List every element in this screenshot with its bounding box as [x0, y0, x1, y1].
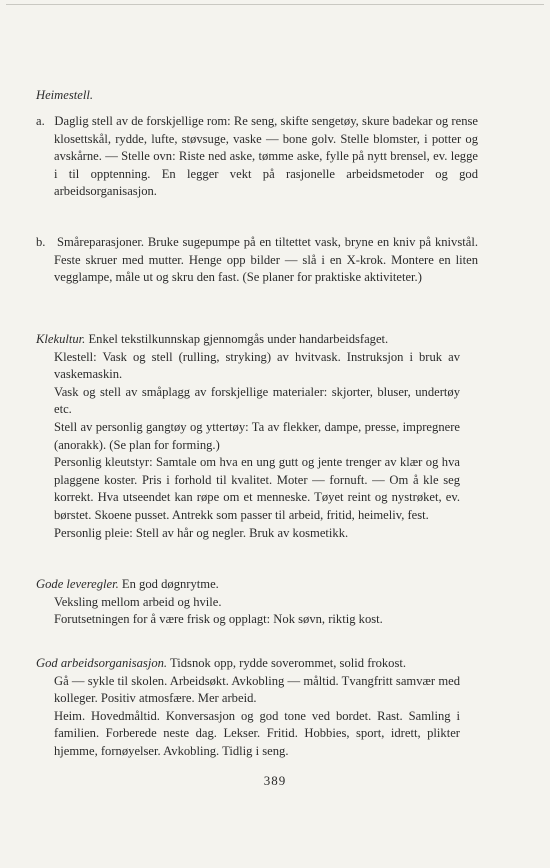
paragraph-a-marker: a. [36, 114, 45, 128]
arbeidsorg-line: Heim. Hovedmåltid. Konversasjon og god tone ved bordet. Rast. Samling i familien. Forberede neste dag. Lekser. Fritid. Hobbies, sport, idrett, plikter hjemme, fornøyelser. Avkobling. Tidlig i seng. [54, 708, 460, 758]
gode-vaner-intro: En god døgnrytme. [121, 577, 219, 591]
gode-vaner-line: Forutsetningen for å være frisk og opplagt: Nok søvn, riktig kost. [54, 612, 383, 627]
arbeidsorg-intro: Tidsnok opp, rydde soverommet, solid frokost. [170, 656, 407, 670]
arbeidsorg-line: Gå — sykle til skolen. Arbeidsøkt. Avkobling — måltid. Tvangfritt samvær med kolleger. Positiv atmosfære. Mer arbeid. [54, 673, 460, 706]
arbeidsorg-section [36, 655, 460, 761]
paragraph-a [36, 113, 478, 201]
klekultur-intro: Enkel tekstilkunnskap gjennomgås under handarbeidsfaget. [88, 332, 389, 346]
section-heading: Heimestell. [36, 88, 94, 102]
paragraph-b-marker: b. [36, 235, 46, 249]
klekultur-intro-line [36, 331, 460, 349]
arbeidsorg-intro-line [36, 655, 460, 673]
paragraph-b [36, 234, 478, 287]
gode-vaner-line: Veksling mellom arbeid og hvile. [54, 594, 222, 609]
gode-vaner-title: Gode leveregler. [36, 577, 119, 591]
page-number: 389 [263, 773, 287, 788]
klekultur-line: Klestell: Vask og stell (rulling, stryking) av hvitvask. Instruksjon i bruk av vaskemaskin. [54, 349, 460, 382]
klekultur-title: Klekultur. [36, 332, 86, 346]
klekultur-line: Vask og stell av småplagg av forskjellige materialer: skjorter, bluser, undertøy etc. [54, 384, 460, 417]
paragraph-b-text: Småreparasjoner. Bruke sugepumpe på en tiltettet vask, bryne en kniv på knivstål. Feste skruer med mutter. Henge opp bilder — slå i en X-krok. Montere en liten vegglampe, måle ut og skru den fast. (Se planer for praktiske aktiviteter.) [54, 235, 478, 285]
arbeidsorg-title: God arbeidsorganisasjon. [36, 656, 168, 670]
paragraph-a-text: Daglig stell av de forskjellige rom: Re seng, skifte sengetøy, skure badekar og rense klosettskål, rydde, lufte, støvsuge, vaske — bone golv. Stelle blomster, i potter og avskårne. — Stelle ovn: Riste ned aske, tømme aske, fylle på nytt brensel, ev. legge i til opptenning. En legger vekt på rasjonelle arbeidsmetoder og god arbeidsorganisasjon. [54, 114, 478, 199]
klekultur-line: Personlig pleie: Stell av hår og negler. Bruk av kosmetikk. [54, 525, 349, 540]
gode-vaner-intro-line [36, 576, 460, 594]
klekultur-section [36, 331, 460, 542]
gode-vaner-section [36, 576, 460, 629]
klekultur-line: Personlig kleutstyr: Samtale om hva en ung gutt og jente trenger av klær og hva plaggene koster. Pris i forhold til kvalitet. Moter — fornuft. — Om å kle seg korrekt. Hva utseendet kan røpe om et menneske. Tøyet reint og nystrøket, ev. børstet. Skoene pusset. Antrekk som passer til arbeid, fritid, heimeliv, fest. [54, 455, 460, 522]
top-rule [6, 4, 544, 5]
klekultur-line: Stell av personlig gangtøy og yttertøy: Ta av flekker, dampe, presse, impregnere (anorakk). (Se plan for forming.) [54, 419, 460, 452]
